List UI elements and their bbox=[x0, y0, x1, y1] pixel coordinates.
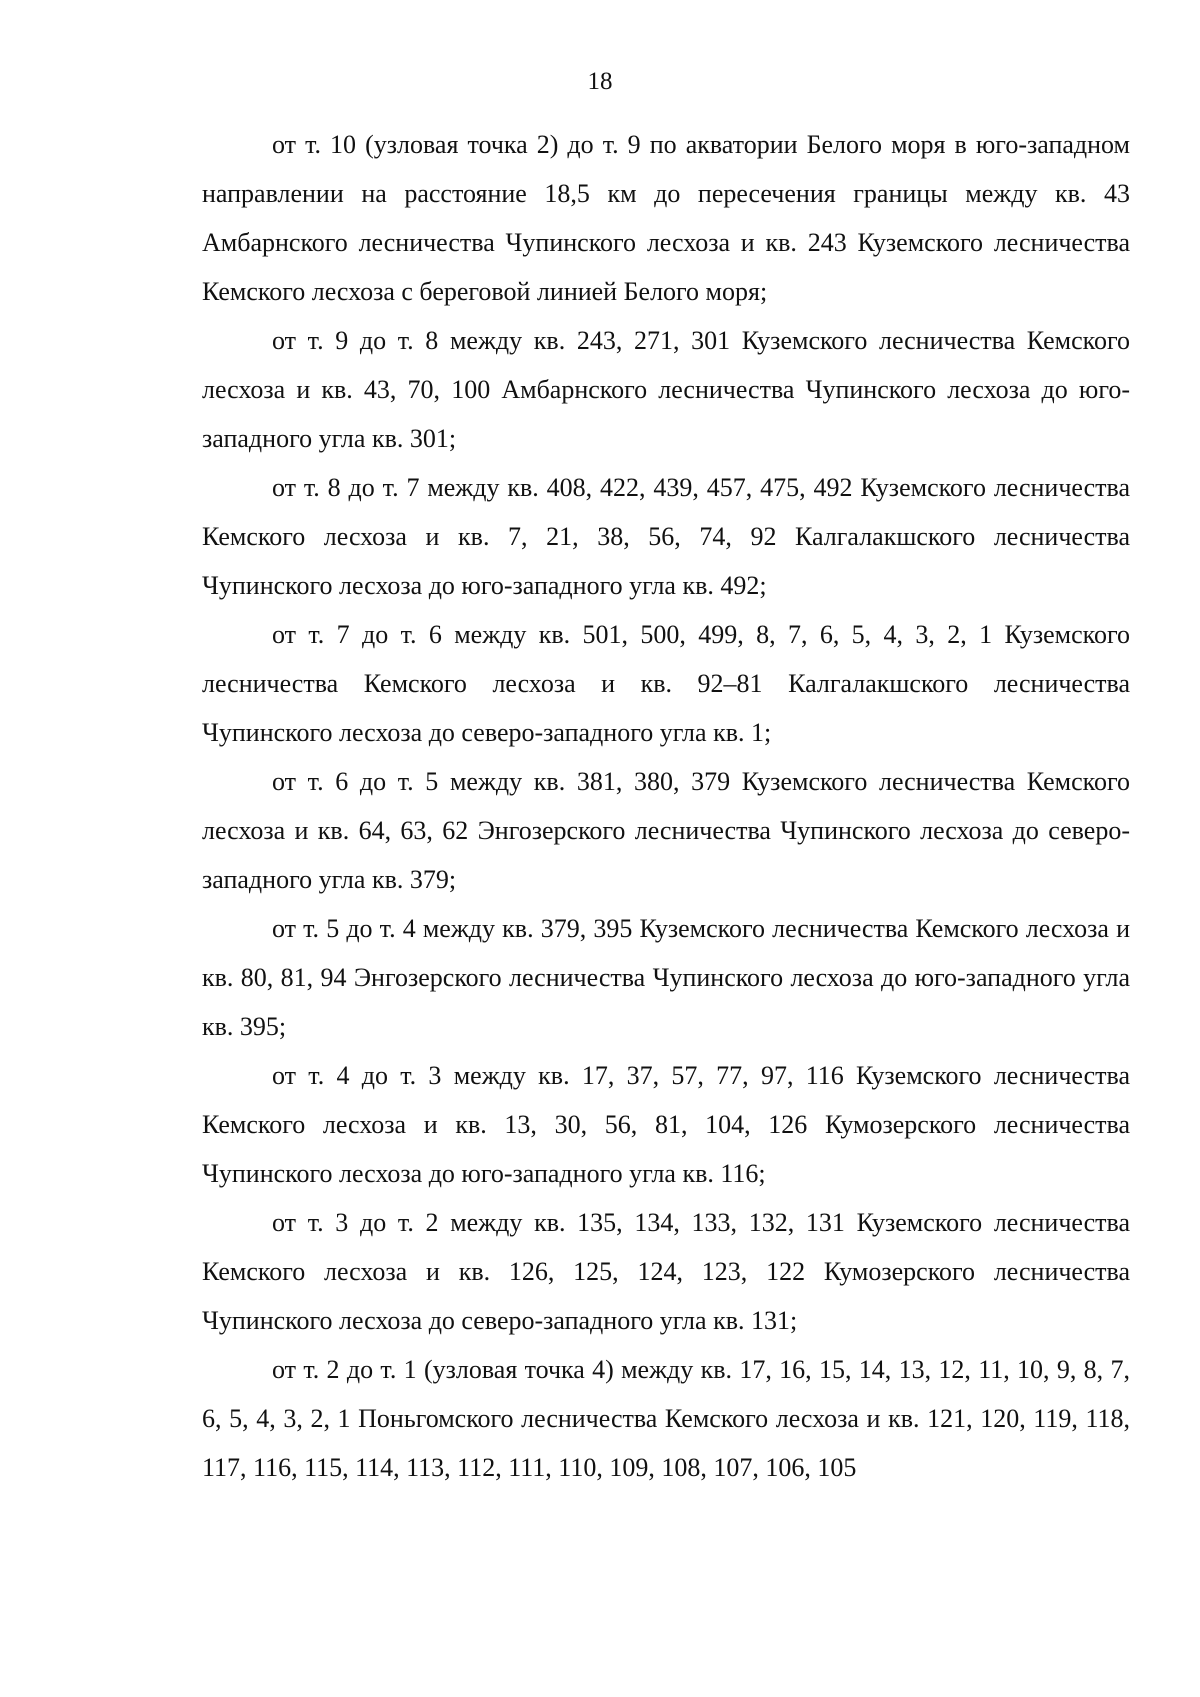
paragraph-4: от т. 7 до т. 6 между кв. 501, 500, 499, 8, 7, 6, 5, 4, 3, 2, 1 Куземского лесничества Кемского лесхоза и кв. 92–81 Калгалакшского лесничества Чупинского лесхоза до северо-западного угла кв. 1; bbox=[202, 620, 1130, 747]
paragraph-2: от т. 9 до т. 8 между кв. 243, 271, 301 Куземского лесничества Кемского лесхоза и кв. 43, 70, 100 Амбарнского лесничества Чупинского лесхоза до юго-западного угла кв. 301; bbox=[202, 326, 1130, 453]
paragraph-3: от т. 8 до т. 7 между кв. 408, 422, 439, 457, 475, 492 Куземского лесничества Кемского лесхоза и кв. 7, 21, 38, 56, 74, 92 Калгалакшского лесничества Чупинского лесхоза до юго-западного угла кв. 492; bbox=[202, 473, 1130, 600]
paragraph-8: от т. 3 до т. 2 между кв. 135, 134, 133, 132, 131 Куземского лесничества Кемского лесхоза и кв. 126, 125, 124, 123, 122 Кумозерского лесничества Чупинского лесхоза до северо-западного угла кв. 131; bbox=[202, 1208, 1130, 1335]
paragraph-6: от т. 5 до т. 4 между кв. 379, 395 Куземского лесничества Кемского лесхоза и кв. 80, 81, 94 Энгозерского лесничества Чупинского лесхоза до юго-западного угла кв. 395; bbox=[202, 914, 1130, 1041]
paragraph-9: от т. 2 до т. 1 (узловая точка 4) между кв. 17, 16, 15, 14, 13, 12, 11, 10, 9, 8, 7, 6, 5, 4, 3, 2, 1 Поньгомского лесничества Кемского лесхоза и кв. 121, 120, 119, 118, 117, 116, 115, 114, 113, 112, 111, 110, 109, 108, 107, 106, 105 bbox=[202, 1355, 1130, 1482]
document-body bbox=[202, 120, 1130, 1492]
page-number: 18 bbox=[587, 68, 613, 95]
paragraph-5: от т. 6 до т. 5 между кв. 381, 380, 379 Куземского лесничества Кемского лесхоза и кв. 64, 63, 62 Энгозерского лесничества Чупинского лесхоза до северо-западного угла кв. 379; bbox=[202, 767, 1130, 894]
paragraph-1: от т. 10 (узловая точка 2) до т. 9 по акватории Белого моря в юго-западном направлении на расстояние 18,5 км до пересечения границы между кв. 43 Амбарнского лесничества Чупинского лесхоза и кв. 243 Куземского лесничества Кемского лесхоза с береговой линией Белого моря; bbox=[202, 130, 1130, 306]
paragraph-7: от т. 4 до т. 3 между кв. 17, 37, 57, 77, 97, 116 Куземского лесничества Кемского лесхоза и кв. 13, 30, 56, 81, 104, 126 Кумозерского лесничества Чупинского лесхоза до юго-западного угла кв. 116; bbox=[202, 1061, 1130, 1188]
